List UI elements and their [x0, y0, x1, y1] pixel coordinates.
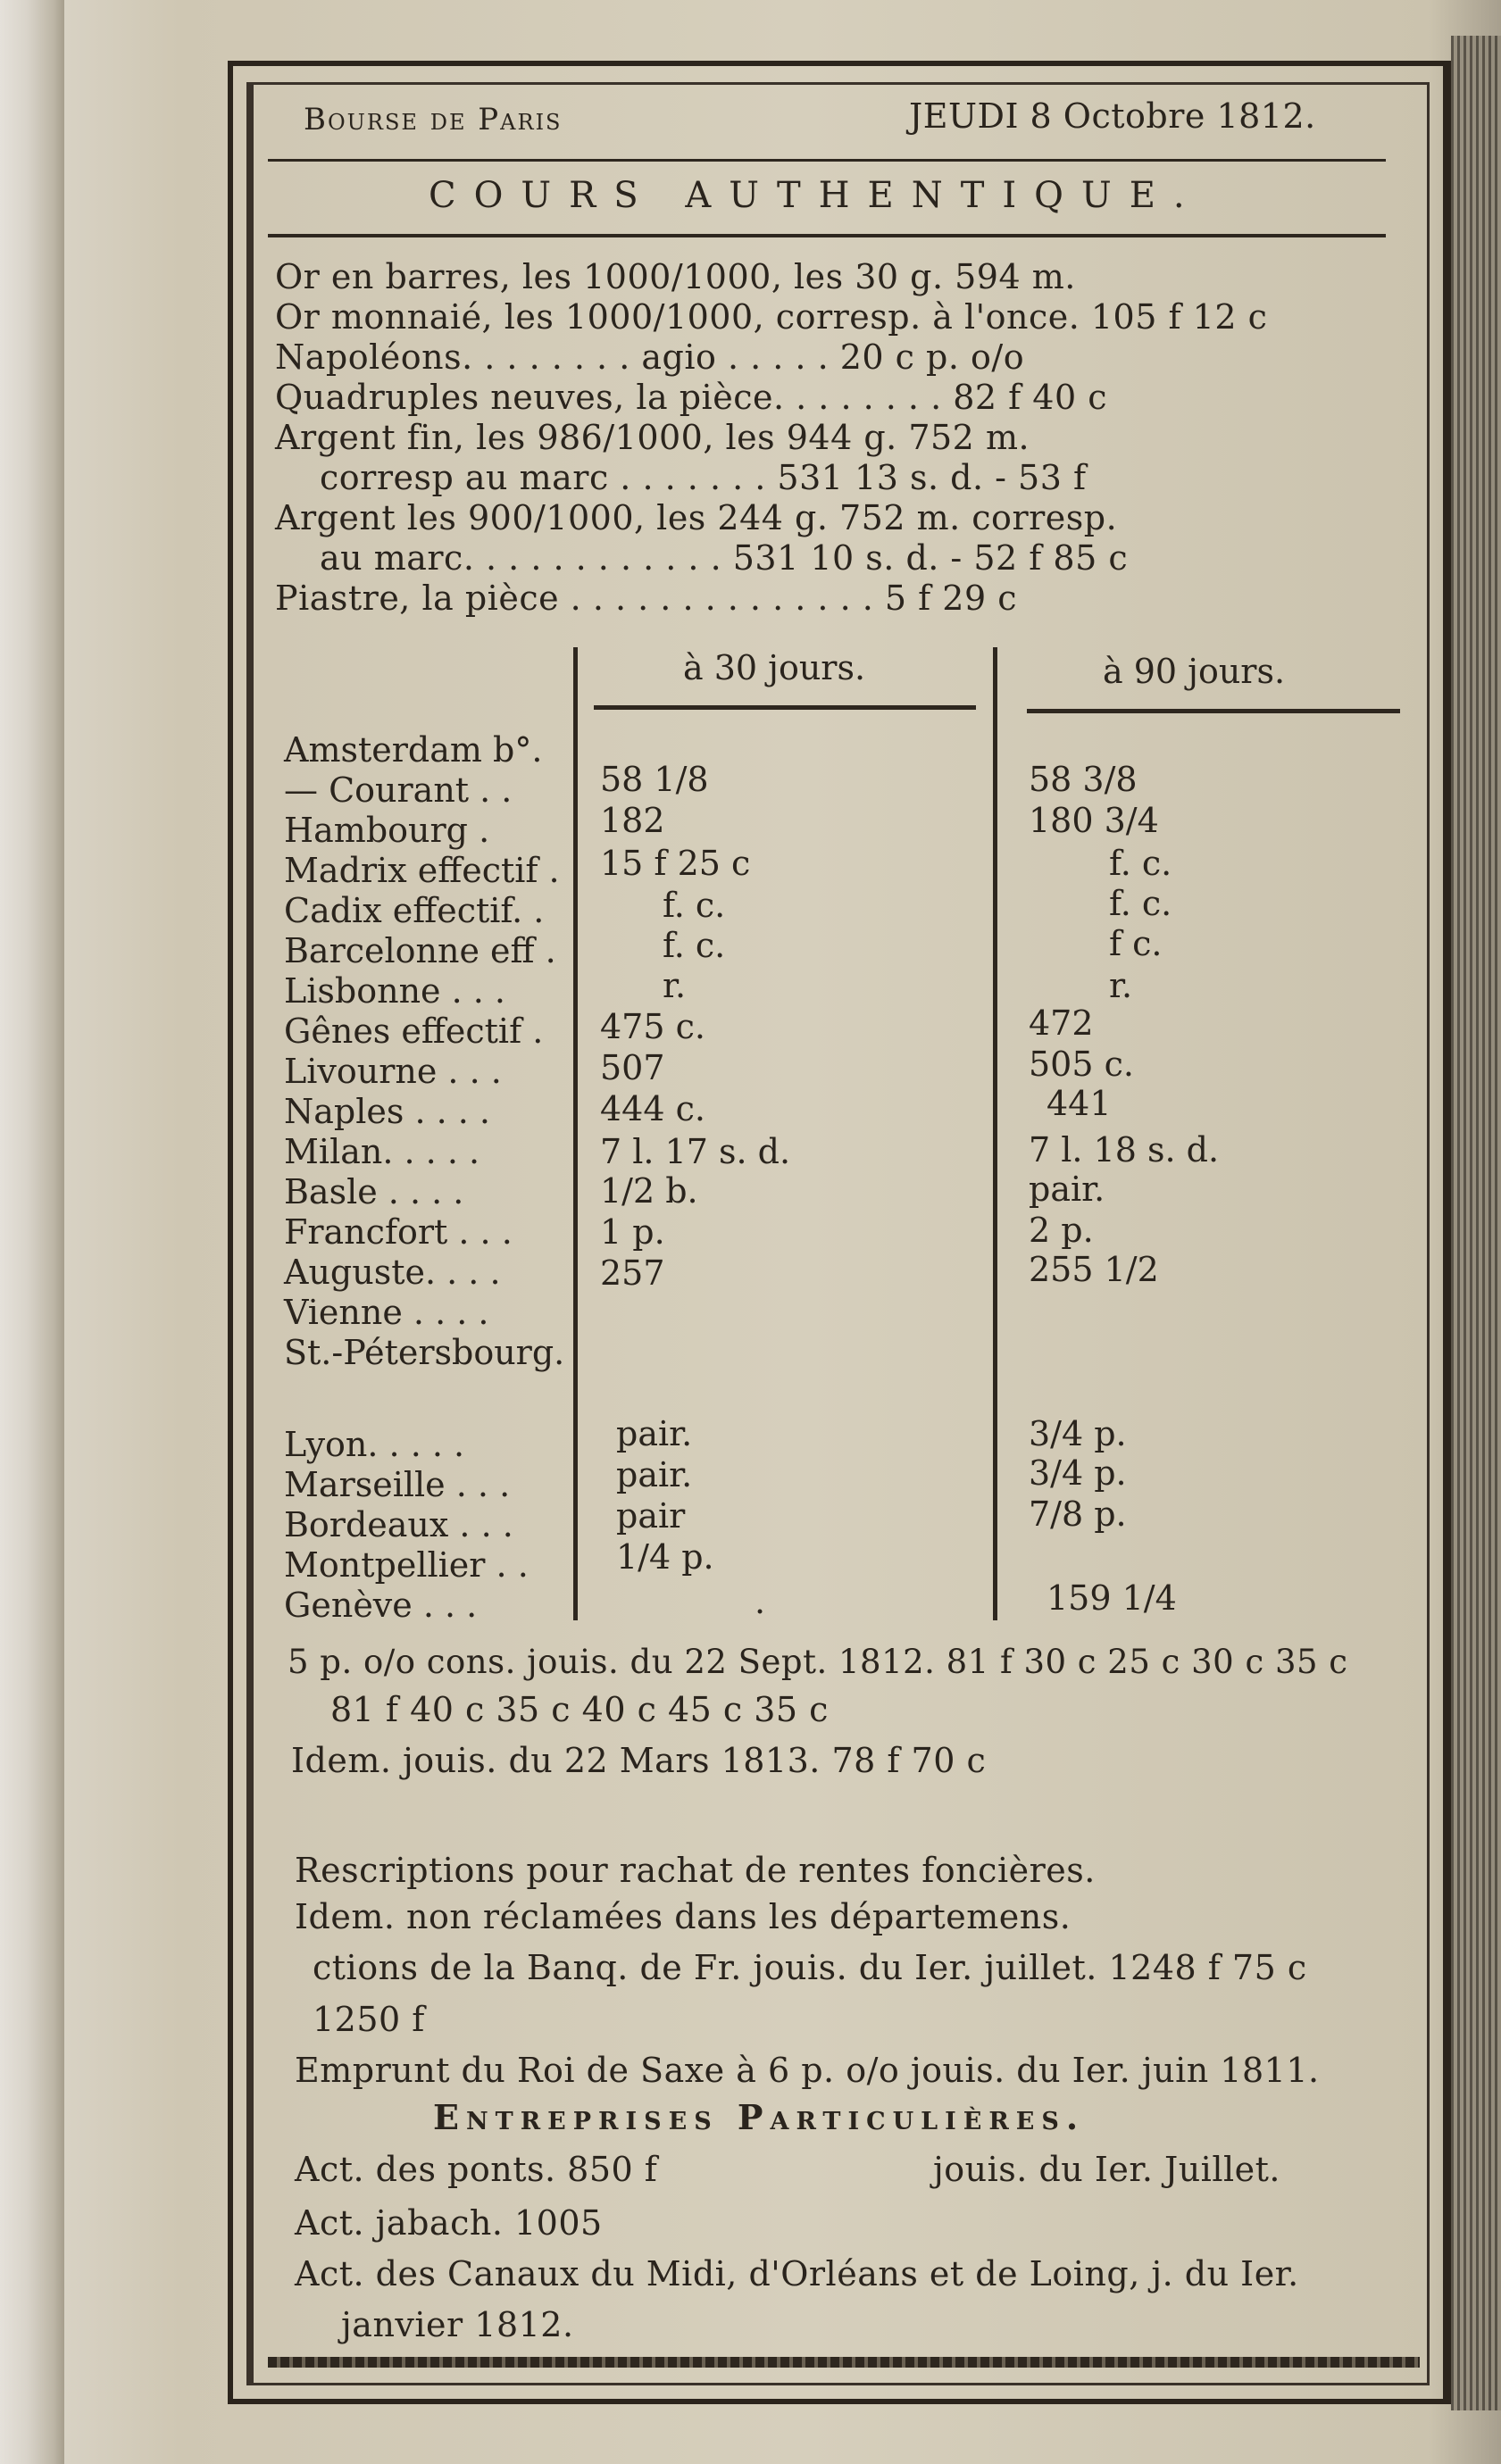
- exchange-city: Hambourg .: [284, 811, 490, 850]
- rate-90-days: 505 c.: [1029, 1045, 1134, 1084]
- exchange-city: Barcelonne eff .: [284, 931, 556, 970]
- enterprise-line: Act. des ponts. 850 f: [295, 2150, 658, 2189]
- rate-30-days: pair.: [616, 1455, 693, 1494]
- enterprise-line: janvier 1812.: [341, 2305, 574, 2344]
- header-rule: [268, 159, 1386, 162]
- rate-30-days: f. c.: [663, 926, 726, 965]
- metal-line: Piastre, la pièce . . . . . . . . . . . . . . 5 f 29 c: [275, 579, 1017, 618]
- exchange-city: Gênes effectif .: [284, 1011, 544, 1051]
- rate-90-days: 3/4 p.: [1029, 1414, 1127, 1453]
- enterprise-line: Act. des Canaux du Midi, d'Orléans et de Loing, j. du Ier.: [295, 2254, 1299, 2293]
- rate-30-days: 15 f 25 c: [600, 844, 751, 883]
- rente-line: Idem. jouis. du 22 Mars 1813. 78 f 70 c: [291, 1741, 987, 1780]
- rate-30-days: 1/4 p.: [616, 1537, 714, 1577]
- exchange-city: Cadix effectif. .: [284, 891, 545, 930]
- misc-line: Emprunt du Roi de Saxe à 6 p. o/o jouis. du Ier. juin 1811.: [295, 2051, 1320, 2090]
- column-divider-left: [573, 647, 578, 1620]
- exchange-city: Lisbonne . . .: [284, 971, 506, 1011]
- rate-30-days: 58 1/8: [600, 760, 709, 799]
- metal-line: au marc. . . . . . . . . . . . 531 10 s. d. - 52 f 85 c: [320, 538, 1129, 578]
- rate-30-days: 257: [600, 1253, 665, 1293]
- exchange-city: Francfort . . .: [284, 1212, 513, 1252]
- rate-90-days: 2 p.: [1029, 1211, 1094, 1250]
- page-title: COURS AUTHENTIQUE.: [429, 175, 1203, 216]
- rate-30-days: 182: [600, 801, 665, 840]
- rate-90-days: 3/4 p.: [1029, 1453, 1127, 1493]
- enterprise-line: jouis. du Ier. Juillet.: [933, 2150, 1280, 2189]
- domestic-city: Marseille . . .: [284, 1465, 511, 1504]
- rate-30-days: r.: [663, 966, 687, 1005]
- column-header-90-days: à 90 jours.: [1103, 652, 1286, 691]
- metal-line: Argent fin, les 986/1000, les 944 g. 752 m.: [275, 418, 1030, 457]
- column-divider-right: [993, 647, 997, 1620]
- rente-line: 81 f 40 c 35 c 40 c 45 c 35 c: [330, 1690, 829, 1729]
- exchange-city: Milan. . . . .: [284, 1132, 480, 1171]
- rate-90-days: 58 3/8: [1029, 760, 1138, 799]
- rate-30-days: 444 c.: [600, 1089, 705, 1128]
- exchange-city: Amsterdam b°.: [284, 730, 543, 770]
- rate-90-days: f. c.: [1109, 884, 1172, 923]
- rate-90-days: 180 3/4: [1029, 801, 1159, 840]
- rate-30-days: 507: [600, 1048, 665, 1087]
- bottom-border-ornament: [268, 2357, 1420, 2368]
- enterprises-heading: Entreprises Particulières.: [433, 2097, 1086, 2137]
- rate-30-days: 1 p.: [600, 1212, 665, 1252]
- domestic-city: Genève . . .: [284, 1586, 478, 1625]
- exchange-city: Livourne . . .: [284, 1052, 502, 1091]
- rate-90-days: f. c.: [1109, 844, 1172, 883]
- exchange-city: St.-Pétersbourg.: [284, 1333, 565, 1372]
- rate-90-days: r.: [1109, 966, 1133, 1005]
- metal-line: Argent les 900/1000, les 244 g. 752 m. corresp.: [275, 498, 1118, 537]
- exchange-city: — Courant . .: [284, 770, 513, 810]
- rate-30-days: 475 c.: [600, 1007, 705, 1046]
- rate-30-days: pair.: [616, 1414, 693, 1453]
- misc-line: ctions de la Banq. de Fr. jouis. du Ier. juillet. 1248 f 75 c: [313, 1948, 1307, 1987]
- title-rule: [268, 234, 1386, 237]
- book-page-edges: [1451, 36, 1501, 2410]
- metal-line: Napoléons. . . . . . . . agio . . . . . 20 c p. o/o: [275, 337, 1025, 377]
- rate-90-days: f c.: [1109, 924, 1163, 963]
- rate-30-days: f. c.: [663, 886, 726, 925]
- rate-90-days: 7/8 p.: [1029, 1494, 1127, 1534]
- rate-90-days: 255 1/2: [1029, 1250, 1159, 1289]
- misc-line: Idem. non réclamées dans les départemens.: [295, 1897, 1072, 1936]
- exchange-city: Madrix effectif .: [284, 851, 560, 890]
- rate-30-days: 1/2 b.: [600, 1171, 698, 1211]
- misc-line: 1250 f: [313, 2000, 425, 2039]
- domestic-city: Lyon. . . . .: [284, 1425, 465, 1464]
- rate-90-days: 159 1/4: [1047, 1578, 1177, 1618]
- exchange-city: Basle . . . .: [284, 1172, 464, 1211]
- exchange-city: Auguste. . . .: [284, 1253, 501, 1292]
- rate-30-days: pair: [616, 1496, 686, 1536]
- header-date: JEUDI 8 Octobre 1812.: [909, 96, 1316, 136]
- header-left: Bourse de Paris: [304, 102, 563, 137]
- column-header-rule-90: [1027, 709, 1400, 713]
- rate-90-days: 472: [1029, 1003, 1094, 1043]
- enterprise-line: Act. jabach. 1005: [295, 2203, 603, 2243]
- metal-line: corresp au marc . . . . . . . 531 13 s. d. - 53 f: [320, 458, 1087, 497]
- metal-line: Quadruples neuves, la pièce. . . . . . . . 82 f 40 c: [275, 378, 1108, 417]
- metal-line: Or en barres, les 1000/1000, les 30 g. 594 m.: [275, 257, 1076, 296]
- rate-90-days: pair.: [1029, 1170, 1105, 1209]
- rate-90-days: 7 l. 18 s. d.: [1029, 1130, 1220, 1170]
- exchange-city: Vienne . . . .: [284, 1293, 489, 1332]
- rate-30-days: 7 l. 17 s. d.: [600, 1132, 791, 1171]
- exchange-city: Naples . . . .: [284, 1092, 491, 1131]
- rente-line: 5 p. o/o cons. jouis. du 22 Sept. 1812. 81 f 30 c 25 c 30 c 35 c: [288, 1643, 1348, 1681]
- rate-30-days: .: [755, 1582, 766, 1621]
- metal-line: Or monnaié, les 1000/1000, corresp. à l'once. 105 f 12 c: [275, 297, 1268, 337]
- facing-page-edge: [0, 0, 64, 2464]
- rate-90-days: 441: [1047, 1084, 1112, 1123]
- column-header-30-days: à 30 jours.: [683, 648, 866, 687]
- column-header-rule-30: [594, 705, 976, 710]
- misc-line: Rescriptions pour rachat de rentes foncières.: [295, 1851, 1096, 1890]
- domestic-city: Bordeaux . . .: [284, 1505, 513, 1544]
- domestic-city: Montpellier . .: [284, 1545, 529, 1585]
